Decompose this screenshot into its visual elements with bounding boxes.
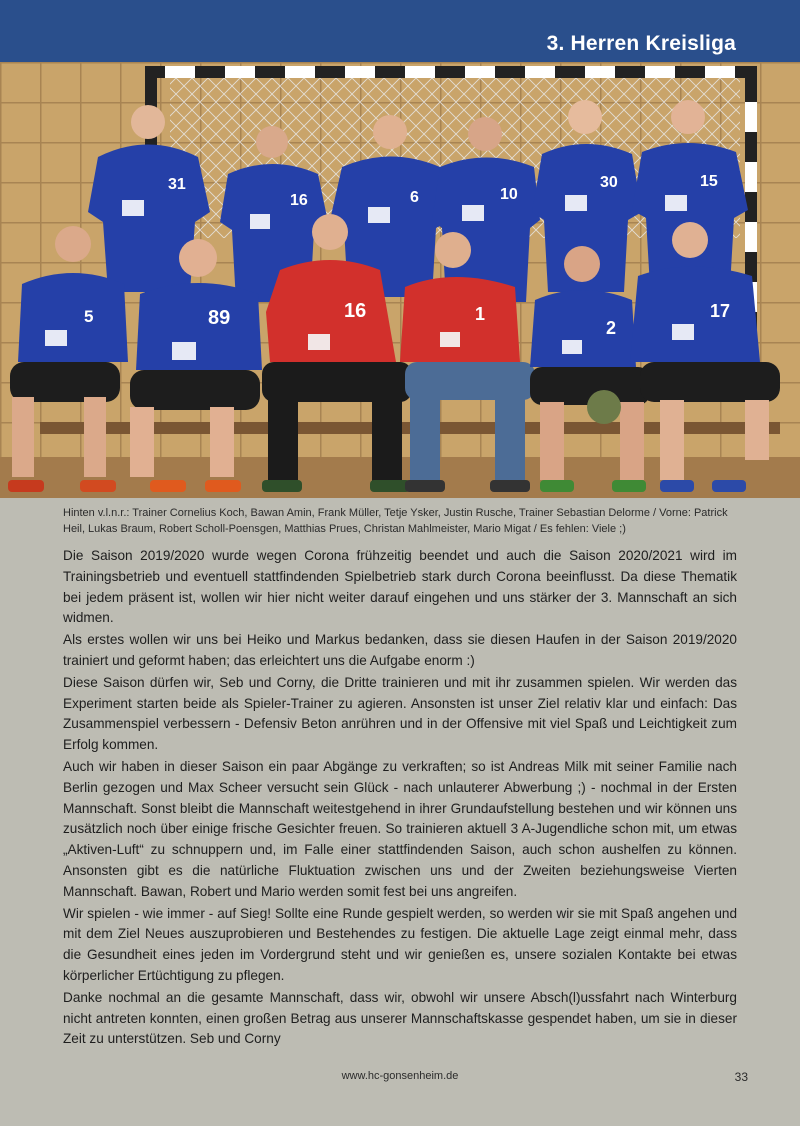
svg-text:30: 30	[600, 174, 618, 191]
paragraph: Diese Saison dürfen wir, Seb und Corny, die Dritte trainieren und mit ihr zusammen spielen. Wir werden das Experiment starten beide als Spieler-Trainer zu agieren. Ansonsten ist unser Ziel relativ klar und einfach: Das Zusammenspiel verbessern - Defensiv Beton anrühren und in der Offensive mit viel Spaß und Leichtigkeit zum Erfolg kommen.	[63, 674, 737, 753]
svg-text:5: 5	[84, 307, 94, 326]
svg-text:6: 6	[410, 189, 419, 206]
svg-text:16: 16	[290, 192, 308, 209]
paragraph: Die Saison 2019/2020 wurde wegen Corona frühzeitig beendet und auch die Saison 2020/2021 wird im Trainingsbetrieb und eventuell stattfindenden Spielbetrieb stark durch Corona beeinflusst. Da diese Thematik bei jedem präsent ist, wollen wir hier nicht weiter darauf eingehen und uns stärker der 3. Mannschaft an sich widmen.	[63, 548, 737, 626]
handball-icon	[587, 390, 621, 424]
paragraph: Wir spielen - wie immer - auf Sieg! Sollte eine Runde gespielt werden, so werden wir sie mit Spaß angehen und mit dem Ziel Neues auszuprobieren und Bestehendes zu festigen. Die aktuelle Lage zeigt einmal mehr, dass die Gesundheit eines jeden im Vordergrund steht und wir genießen es, unsere sozialen Kontakte bei etwas körperlicher Ertüchtigung zu pflegen.	[63, 905, 737, 983]
svg-text:15: 15	[700, 173, 718, 190]
page-number: 33	[734, 1070, 748, 1084]
svg-text:31: 31	[168, 176, 186, 193]
svg-text:10: 10	[500, 186, 518, 203]
paragraph: Danke nochmal an die gesamte Mannschaft, dass wir, obwohl wir unsere Absch(l)ussfahrt nach Winterburg nicht antreten konnten, einen großen Betrag aus unserer Mannschaftskasse gespendet haben, um sie in dieser Zeit zu unterstützen. Seb und Corny	[63, 989, 737, 1047]
svg-text:89: 89	[208, 307, 231, 329]
svg-text:16: 16	[344, 300, 367, 322]
page-header	[0, 0, 800, 62]
paragraph: Auch wir haben in dieser Saison ein paar Abgänge zu verkraften; so ist Andreas Milk mit seiner Familie nach Berlin gezogen und Max Scheer versucht sein Glück - nach unlauterer Abwerbung ;) - nochmal in der Ersten Mannschaft. Sonst bleibt die Mannschaft weitestgehend in ihrer Grundaufstellung bestehen und wir können uns zusätzlich noch über einige frische Gesichter freuen. So trainieren aktuell 3 A-Jugendliche schon mit, um etwas „Aktiven-Luft“ zu schnuppern und, im Falle einer stattfindenden Saison, auch schon aushelfen zu können. Ansonsten gibt es die natürliche Fluktuation zwischen uns und der Zweiten beziehungsweise Vierten Mannschaft. Bawan, Robert und Mario werden somit fest bei uns angreifen.	[63, 758, 737, 899]
svg-text:2: 2	[606, 318, 617, 338]
team-photo	[0, 62, 800, 498]
paragraph: Als erstes wollen wir uns bei Heiko und Markus bedanken, dass sie diesen Haufen in der Saison 2019/2020 trainiert und geformt haben; das erleichtert uns die Aufgabe enorm :)	[63, 632, 737, 668]
svg-text:1: 1	[475, 304, 486, 324]
footer-url: www.hc-gonsenheim.de	[341, 1070, 459, 1082]
photo-caption: Hinten v.l.n.r.: Trainer Cornelius Koch, Bawan Amin, Frank Müller, Tetje Ysker, Justin Rusche, Trainer Sebastian Delorme / Vorne: Patrick Heil, Lukas Braum, Robert Scholl-Poensgen, Matthias Prues, Christan Mahlmeister, Mario Migat / Es fehlen: Viele ;)	[63, 507, 728, 535]
article-body	[63, 546, 737, 1051]
svg-text:17: 17	[710, 301, 731, 321]
page-title: 3. Herren Kreisliga	[546, 32, 736, 55]
